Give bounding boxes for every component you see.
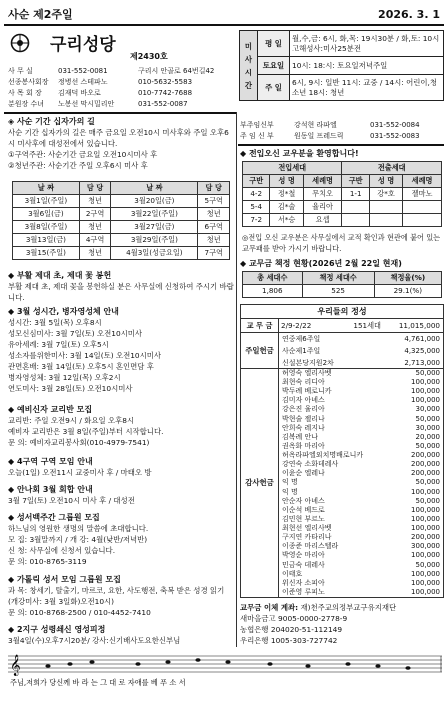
- table-header: 성 명: [369, 175, 402, 188]
- staff-role: 선종봉사회장: [8, 78, 49, 86]
- offering-row: [279, 387, 443, 396]
- cell: 젤마노: [403, 188, 442, 201]
- donation-amount: 100,000: [411, 569, 440, 578]
- schedule-text: 10시: 18:시: 토요일저녁주일: [290, 57, 444, 75]
- table-header: 날 짜: [111, 182, 198, 195]
- staff-list: [8, 66, 238, 110]
- tithe-houses: 151세대: [353, 321, 381, 330]
- donation-amount: 50,000: [415, 441, 440, 450]
- schedule-label: 주 일: [258, 75, 290, 101]
- offering-row: [279, 478, 443, 487]
- cell: 3월6일(금): [13, 208, 80, 221]
- transfer-note: ◎전입 오신 교우분은 사무실에서 교적 확인과 현관에 붙어 있는 교무패를 받아 가시기 바랍니다.: [242, 233, 441, 253]
- donor-name: 이순석 베드로: [282, 505, 325, 514]
- palm-section: [8, 270, 234, 303]
- schedule-label: 평 일: [258, 31, 290, 57]
- table-row: [243, 285, 442, 298]
- table-header: 성 명: [270, 175, 303, 188]
- table-header: 담 당: [198, 182, 230, 195]
- bank-section: [240, 602, 444, 646]
- donor-name: 김복례 안나: [282, 432, 319, 441]
- donor-name: 신설본당지원2차: [282, 359, 334, 367]
- donor-name: 안순자 아녜스: [282, 496, 325, 505]
- cell: 강*호: [369, 188, 402, 201]
- cell: 4구역: [79, 234, 111, 247]
- donor-name: 허영숙 엘리사벳: [282, 369, 332, 377]
- staff-row: [8, 77, 238, 88]
- cell: 청년: [79, 247, 111, 260]
- bible-line: 문 의: 010-8765-3119: [8, 557, 87, 566]
- catechumen-title: ◆ 예비신자 교리반 모집: [8, 405, 93, 414]
- donor-name: 이준영 루피노: [282, 587, 325, 596]
- table-row: [13, 247, 230, 260]
- cell: 3월27일(금): [111, 221, 198, 234]
- lent-body: 사순 기간 십자가의 길은 매주 금요일 오전10시 미사후와 주일 오후6시 미사후에 대성전에서 있습니다.: [8, 128, 229, 148]
- offering-box: [240, 304, 444, 598]
- bulletin-date: 2026. 3. 1: [378, 8, 440, 21]
- cell: 1-1: [342, 188, 369, 201]
- contact-name: 원동일 프레드릭: [294, 132, 344, 140]
- donation-amount: 200,000: [411, 460, 440, 469]
- cell: 7구역: [198, 247, 230, 260]
- donor-name: 사순제1주일: [282, 347, 321, 355]
- census-table: [242, 271, 442, 298]
- sacrament-line: 유아세례: 3월 7일(토) 오후5시: [8, 340, 109, 349]
- anna-line: 3월 7일(토) 오전10시 미사 후 / 대성전: [8, 496, 135, 505]
- staff-name: 정병선 스테파노: [58, 78, 108, 86]
- cell: 무치오: [303, 188, 342, 201]
- offering-row: [279, 561, 443, 570]
- bank-title: 교무금 이체 계좌:: [240, 603, 299, 612]
- donation-amount: 30,000: [415, 405, 440, 414]
- cell: 3월8일(주일): [13, 221, 80, 234]
- offering-row: [279, 497, 443, 506]
- welcome-section: [240, 148, 444, 159]
- staff-name: 김재덕 바오로: [58, 89, 101, 97]
- donor-name: 익 명: [282, 478, 298, 487]
- sunday-offering-label: 주일헌금: [241, 333, 279, 369]
- donation-amount: 50,000: [415, 478, 440, 487]
- donor-name: 연중제6주일: [282, 335, 321, 343]
- tithe-row: [241, 319, 443, 333]
- donation-amount: 200,000: [411, 533, 440, 542]
- sacrament-title: ◆ 3월 성시간, 병자영성체 안내: [8, 307, 119, 316]
- offering-row: [279, 345, 443, 357]
- mass-schedule-table: [239, 30, 444, 101]
- cell: [403, 201, 442, 214]
- contact-phone: 031-552-0083: [370, 132, 420, 140]
- bible-title: ◆ 성서백주간 그룹원 모집: [8, 513, 100, 522]
- offering-row: [279, 424, 443, 433]
- cell: 4월3일(성금요일): [111, 247, 198, 260]
- offering-row: [279, 369, 443, 378]
- donation-amount: 50,000: [415, 369, 440, 377]
- donor-name: 이태호: [282, 569, 303, 578]
- offering-row: [279, 460, 443, 469]
- offering-row: [279, 488, 443, 497]
- cell: 김*술: [270, 201, 303, 214]
- music-staff-icon: [8, 652, 442, 688]
- cell: 7-2: [243, 214, 270, 227]
- church-name: 구리성당: [50, 35, 116, 55]
- table-header: 전출세대: [342, 162, 442, 175]
- tithe-period: 2/9-2/22: [281, 321, 312, 330]
- sacrament-line: 연도미사: 3월 28일(토) 오전10시미사: [8, 384, 133, 393]
- staff-role: 사 목 회 장: [8, 89, 42, 97]
- schedule-label: 토요일: [258, 57, 290, 75]
- transfer-table: [242, 161, 442, 227]
- cell: 요셉: [303, 214, 342, 227]
- catechumen-line: 문 의: 예비자교리봉사회(010-4979-7541): [8, 438, 150, 447]
- donation-amount: 100,000: [411, 487, 440, 496]
- donation-amount: 200,000: [411, 469, 440, 478]
- donor-name: 위신자 소피아: [282, 578, 325, 587]
- donor-name: 최현숙 리디아: [282, 378, 325, 387]
- lent-note: ②청년주관: 사순기간 주일 오후6시 미사 후: [8, 161, 148, 170]
- thanks-offering-label: 감사헌금: [241, 369, 279, 597]
- divider: [4, 112, 236, 114]
- cell: 서*승: [270, 214, 303, 227]
- column-divider: [236, 112, 237, 647]
- contact-phone: 031-552-0084: [370, 121, 420, 129]
- table-header: 책정 세대수: [302, 272, 374, 285]
- table-header: 총 세대수: [243, 272, 303, 285]
- schedule-text: 6시, 9시: 일반 11시: 교중 / 14시: 어린이,청소년 18시: 청년: [290, 75, 444, 101]
- offering-row: [279, 442, 443, 451]
- staff-row: [8, 88, 238, 99]
- svg-text:𝄞: 𝄞: [10, 655, 21, 676]
- offering-row: [279, 542, 443, 551]
- table-row: [243, 188, 442, 201]
- cell: 6구역: [198, 221, 230, 234]
- donation-amount: 300,000: [411, 542, 440, 551]
- offering-row: [279, 396, 443, 405]
- offering-row: [279, 415, 443, 424]
- staff-name: 노봉선 막시밀리안: [58, 100, 115, 108]
- cell: 정*철: [270, 188, 303, 201]
- offering-title: 우리들의 정성: [241, 305, 443, 319]
- staff-role: 분원장 수녀: [8, 100, 45, 108]
- district-section: [8, 456, 234, 478]
- sacrament-line: 성소자를위한미사: 3월 14일(토) 오전10시미사: [8, 351, 162, 360]
- table-header: 세례명: [403, 175, 442, 188]
- contact-row: [240, 120, 446, 131]
- lent-schedule-table: [12, 181, 230, 260]
- anna-title: ◆ 안나회 3월 회합 안내: [8, 485, 93, 494]
- offering-row: [279, 588, 443, 597]
- offering-row: [279, 579, 443, 588]
- top-bar: [4, 4, 444, 26]
- bank-account: 농협은행 204020-51-112149: [240, 625, 343, 634]
- table-row: [243, 214, 442, 227]
- bank-account: 우리은행 1005-303-727742: [240, 636, 338, 645]
- lent-section: [8, 116, 234, 171]
- donor-name: 민금숙 데레사: [282, 560, 325, 569]
- table-row: [13, 234, 230, 247]
- bible2-line: 문 의: 010-8768-2500 / 010-4452-7410: [8, 608, 151, 617]
- offering-row: [279, 570, 443, 579]
- table-row: [13, 221, 230, 234]
- donor-name: 강연숙 소화데레사: [282, 460, 339, 469]
- donation-amount: 100,000: [411, 387, 440, 396]
- sacrament-section: [8, 306, 234, 394]
- donor-name: 최현선 엘리사벳: [282, 524, 332, 533]
- offering-row: [279, 333, 443, 345]
- staff-row: [8, 99, 238, 110]
- cell: 청년: [198, 234, 230, 247]
- bank-account: 새마을금고 9005-0000-2778-9: [240, 614, 348, 623]
- offering-row: [279, 378, 443, 387]
- mass-time-label: 미사시간: [240, 31, 258, 101]
- donation-amount: 20,000: [415, 432, 440, 441]
- lent-title: ◈ 사순 기간 십자가의 길: [8, 117, 95, 126]
- district-title: ◆ 4구역 구역 모임 안내: [8, 457, 93, 466]
- cell: 청년: [79, 195, 111, 208]
- donor-name: 이윤순 엘레나: [282, 469, 325, 478]
- priest-contacts: [240, 120, 446, 142]
- offering-row: [279, 469, 443, 478]
- retreat-title: ◆ 2지구 성령쇄신 영성피정: [8, 625, 106, 634]
- catechumen-line: 교리반: 주일 오전9시 / 화요일 오후8시: [8, 416, 135, 425]
- table-header: 책정율(%): [374, 272, 441, 285]
- sacrament-line: 성시간: 3월 5일(목) 오후8시: [8, 318, 102, 327]
- palm-title: ◆ 부활 제대 초, 제대 꽃 봉헌: [8, 271, 112, 280]
- issue-number: 제2430호: [130, 52, 168, 61]
- staff-name: 031-552-0081: [58, 67, 108, 75]
- donation-amount: 4,761,000: [404, 335, 440, 343]
- offering-row: [279, 551, 443, 560]
- donation-amount: 100,000: [411, 396, 440, 405]
- staff-extra: 010-5632-5583: [138, 78, 193, 86]
- cell: 5-4: [243, 201, 270, 214]
- palm-body: 부활 제대 초, 제대 꽃을 봉헌하실 분은 사무실에 신청하여 주시기 바랍니다.: [8, 282, 234, 302]
- table-header: 날 짜: [13, 182, 80, 195]
- staff-extra: 구리시 안골로 64번길42: [138, 67, 215, 75]
- bible-line: 모 집: 3월말까지 / 개 강: 4월(낮반/저녁반): [8, 535, 148, 544]
- offering-row: [279, 533, 443, 542]
- bible2-line: 과 목: 창세기, 탈출기, 마르코, 요한, 사도행전, 축복 받은 성경 읽기(개강미사: 3월 3일화)오전10시): [8, 586, 225, 606]
- cell: 525: [302, 285, 374, 298]
- catechumen-line: 예비자 교리반은 3월 8일(주일)부터 시작합니다.: [8, 427, 164, 436]
- donor-name: 익 명: [282, 487, 298, 496]
- donation-amount: 100,000: [411, 514, 440, 523]
- cell: 3월13일(금): [13, 234, 80, 247]
- donor-name: 김미자 아녜스: [282, 396, 325, 405]
- cell: 3월22일(주일): [111, 208, 198, 221]
- contact-role: 부주임신부: [240, 121, 274, 129]
- offering-row: [279, 405, 443, 414]
- offering-row: [279, 433, 443, 442]
- cell: 3월29일(주일): [111, 234, 198, 247]
- offering-row: [279, 515, 443, 524]
- donor-name: 박영순 마리아: [282, 551, 325, 560]
- tithe-label: 교 무 금: [241, 319, 279, 332]
- donation-amount: 100,000: [411, 378, 440, 387]
- table-header: 구반: [342, 175, 369, 188]
- donation-amount: 50,000: [415, 414, 440, 423]
- cell: [342, 214, 369, 227]
- donor-name: 이종준 마리스텔라: [282, 542, 339, 551]
- cell: 5구역: [198, 195, 230, 208]
- donation-amount: 100,000: [411, 505, 440, 514]
- donation-amount: 2,713,000: [404, 359, 440, 367]
- lent-note: ①구역주관: 사순기간 금요일 오전10시미사 후: [8, 150, 158, 159]
- staff-extra: 031-552-0087: [138, 100, 188, 108]
- table-header: 전입세대: [243, 162, 342, 175]
- donation-amount: 50,000: [415, 496, 440, 505]
- cell: 29.1(%): [374, 285, 441, 298]
- church-logo-icon: [10, 33, 50, 53]
- cell: 3월1일(주일): [13, 195, 80, 208]
- bible-section: [8, 512, 234, 567]
- sunday-title: 사순 제2주일: [8, 8, 73, 21]
- cell: 2구역: [79, 208, 111, 221]
- donation-amount: 100,000: [411, 551, 440, 560]
- offering-row: [279, 524, 443, 533]
- staff-role: 사 무 실: [8, 67, 33, 75]
- cell: 율리아: [303, 201, 342, 214]
- donor-name: 구지연 카타리나: [282, 533, 332, 542]
- table-row: [13, 208, 230, 221]
- offering-row: [279, 451, 443, 460]
- contact-name: 강석현 라파엘: [294, 121, 337, 129]
- donation-amount: 100,000: [411, 524, 440, 533]
- offering-row: [279, 506, 443, 515]
- donor-name: 강은진 율리아: [282, 405, 325, 414]
- table-header: 세례명: [303, 175, 342, 188]
- census-title: ◆ 교무금 책정 현황(2026년 2월 22일 현재): [240, 259, 402, 268]
- cell: 청년: [198, 208, 230, 221]
- donor-name: 허옥라파엘외치명배로니카: [282, 451, 364, 460]
- catechumen-section: [8, 404, 234, 448]
- sunday-offering-list: [279, 333, 443, 369]
- cell: 청년: [79, 221, 111, 234]
- tithe-amount: 11,015,000: [398, 321, 440, 330]
- bible-line: 하느님의 영원한 생명의 말씀에 초대합니다.: [8, 524, 149, 533]
- retreat-section: [8, 624, 234, 646]
- divider: [238, 144, 444, 146]
- bible2-section: [8, 574, 234, 618]
- sacrament-line: 병자영성체: 3월 12일(목) 오후2시: [8, 373, 121, 382]
- bank-holder: 재)천주교의정부교구유지재단: [300, 603, 397, 612]
- cell: 4-2: [243, 188, 270, 201]
- donation-amount: 4,325,000: [404, 347, 440, 355]
- cell: [403, 214, 442, 227]
- cell: 1,806: [243, 285, 303, 298]
- donor-name: 김민현 부르노: [282, 514, 325, 523]
- table-row: [243, 201, 442, 214]
- contact-role: 주 임 신 부: [240, 132, 274, 140]
- thanks-offering-list: [279, 369, 443, 597]
- bible2-title: ◆ 가톨릭 성서 모임 그룹원 모집: [8, 575, 121, 584]
- staff-row: [8, 66, 238, 77]
- cell: [369, 214, 402, 227]
- district-line: 오늘(1일) 오전11시 교중미사 후 / 마태오 방: [8, 468, 152, 477]
- table-row: [13, 195, 230, 208]
- cell: 3월15(주일): [13, 247, 80, 260]
- retreat-line: 3월4일(수)오후7시20분/ 강사:신기배사도요한신부님: [8, 636, 181, 645]
- donation-amount: 30,000: [415, 423, 440, 432]
- anna-section: [8, 484, 234, 506]
- offering-row: [279, 357, 443, 369]
- contact-row: [240, 131, 446, 142]
- donor-name: 권옥화 마리아: [282, 441, 325, 450]
- census-section: [240, 258, 444, 269]
- cell: [342, 201, 369, 214]
- donation-amount: 50,000: [415, 560, 440, 569]
- bible-line: 신 청: 사무실에 신청서 있습니다.: [8, 546, 116, 555]
- donor-name: 박두례 베로니카: [282, 387, 332, 396]
- donation-amount: 100,000: [411, 578, 440, 587]
- schedule-text: 월,수,금: 6시, 화,목: 19시30분 / 화,토: 10시 고해성사:미사25분전: [290, 31, 444, 57]
- donor-name: 박현술 젤리나: [282, 414, 325, 423]
- staff-extra: 010-7742-7688: [138, 89, 193, 97]
- welcome-title: ◆ 전입오신 교우분을 환영합니다!: [240, 149, 359, 158]
- donation-amount: 100,000: [411, 587, 440, 596]
- sacrament-line: 관면혼배: 3월 14일(토) 오후5시 혼인면담 후: [8, 362, 154, 371]
- song-lyrics: 주님,저희가 당신께 바 라 는 그 대 로 자애를 베 푸 소 서: [10, 678, 186, 687]
- donation-amount: 200,000: [411, 451, 440, 460]
- sacrament-line: 성모신심미사: 3월 7일(토) 오전10시미사: [8, 329, 143, 338]
- table-header: 담 당: [79, 182, 111, 195]
- cell: 3월20일(금): [111, 195, 198, 208]
- table-header: 구반: [243, 175, 270, 188]
- donor-name: 안희숙 레지나: [282, 423, 325, 432]
- cell: [369, 201, 402, 214]
